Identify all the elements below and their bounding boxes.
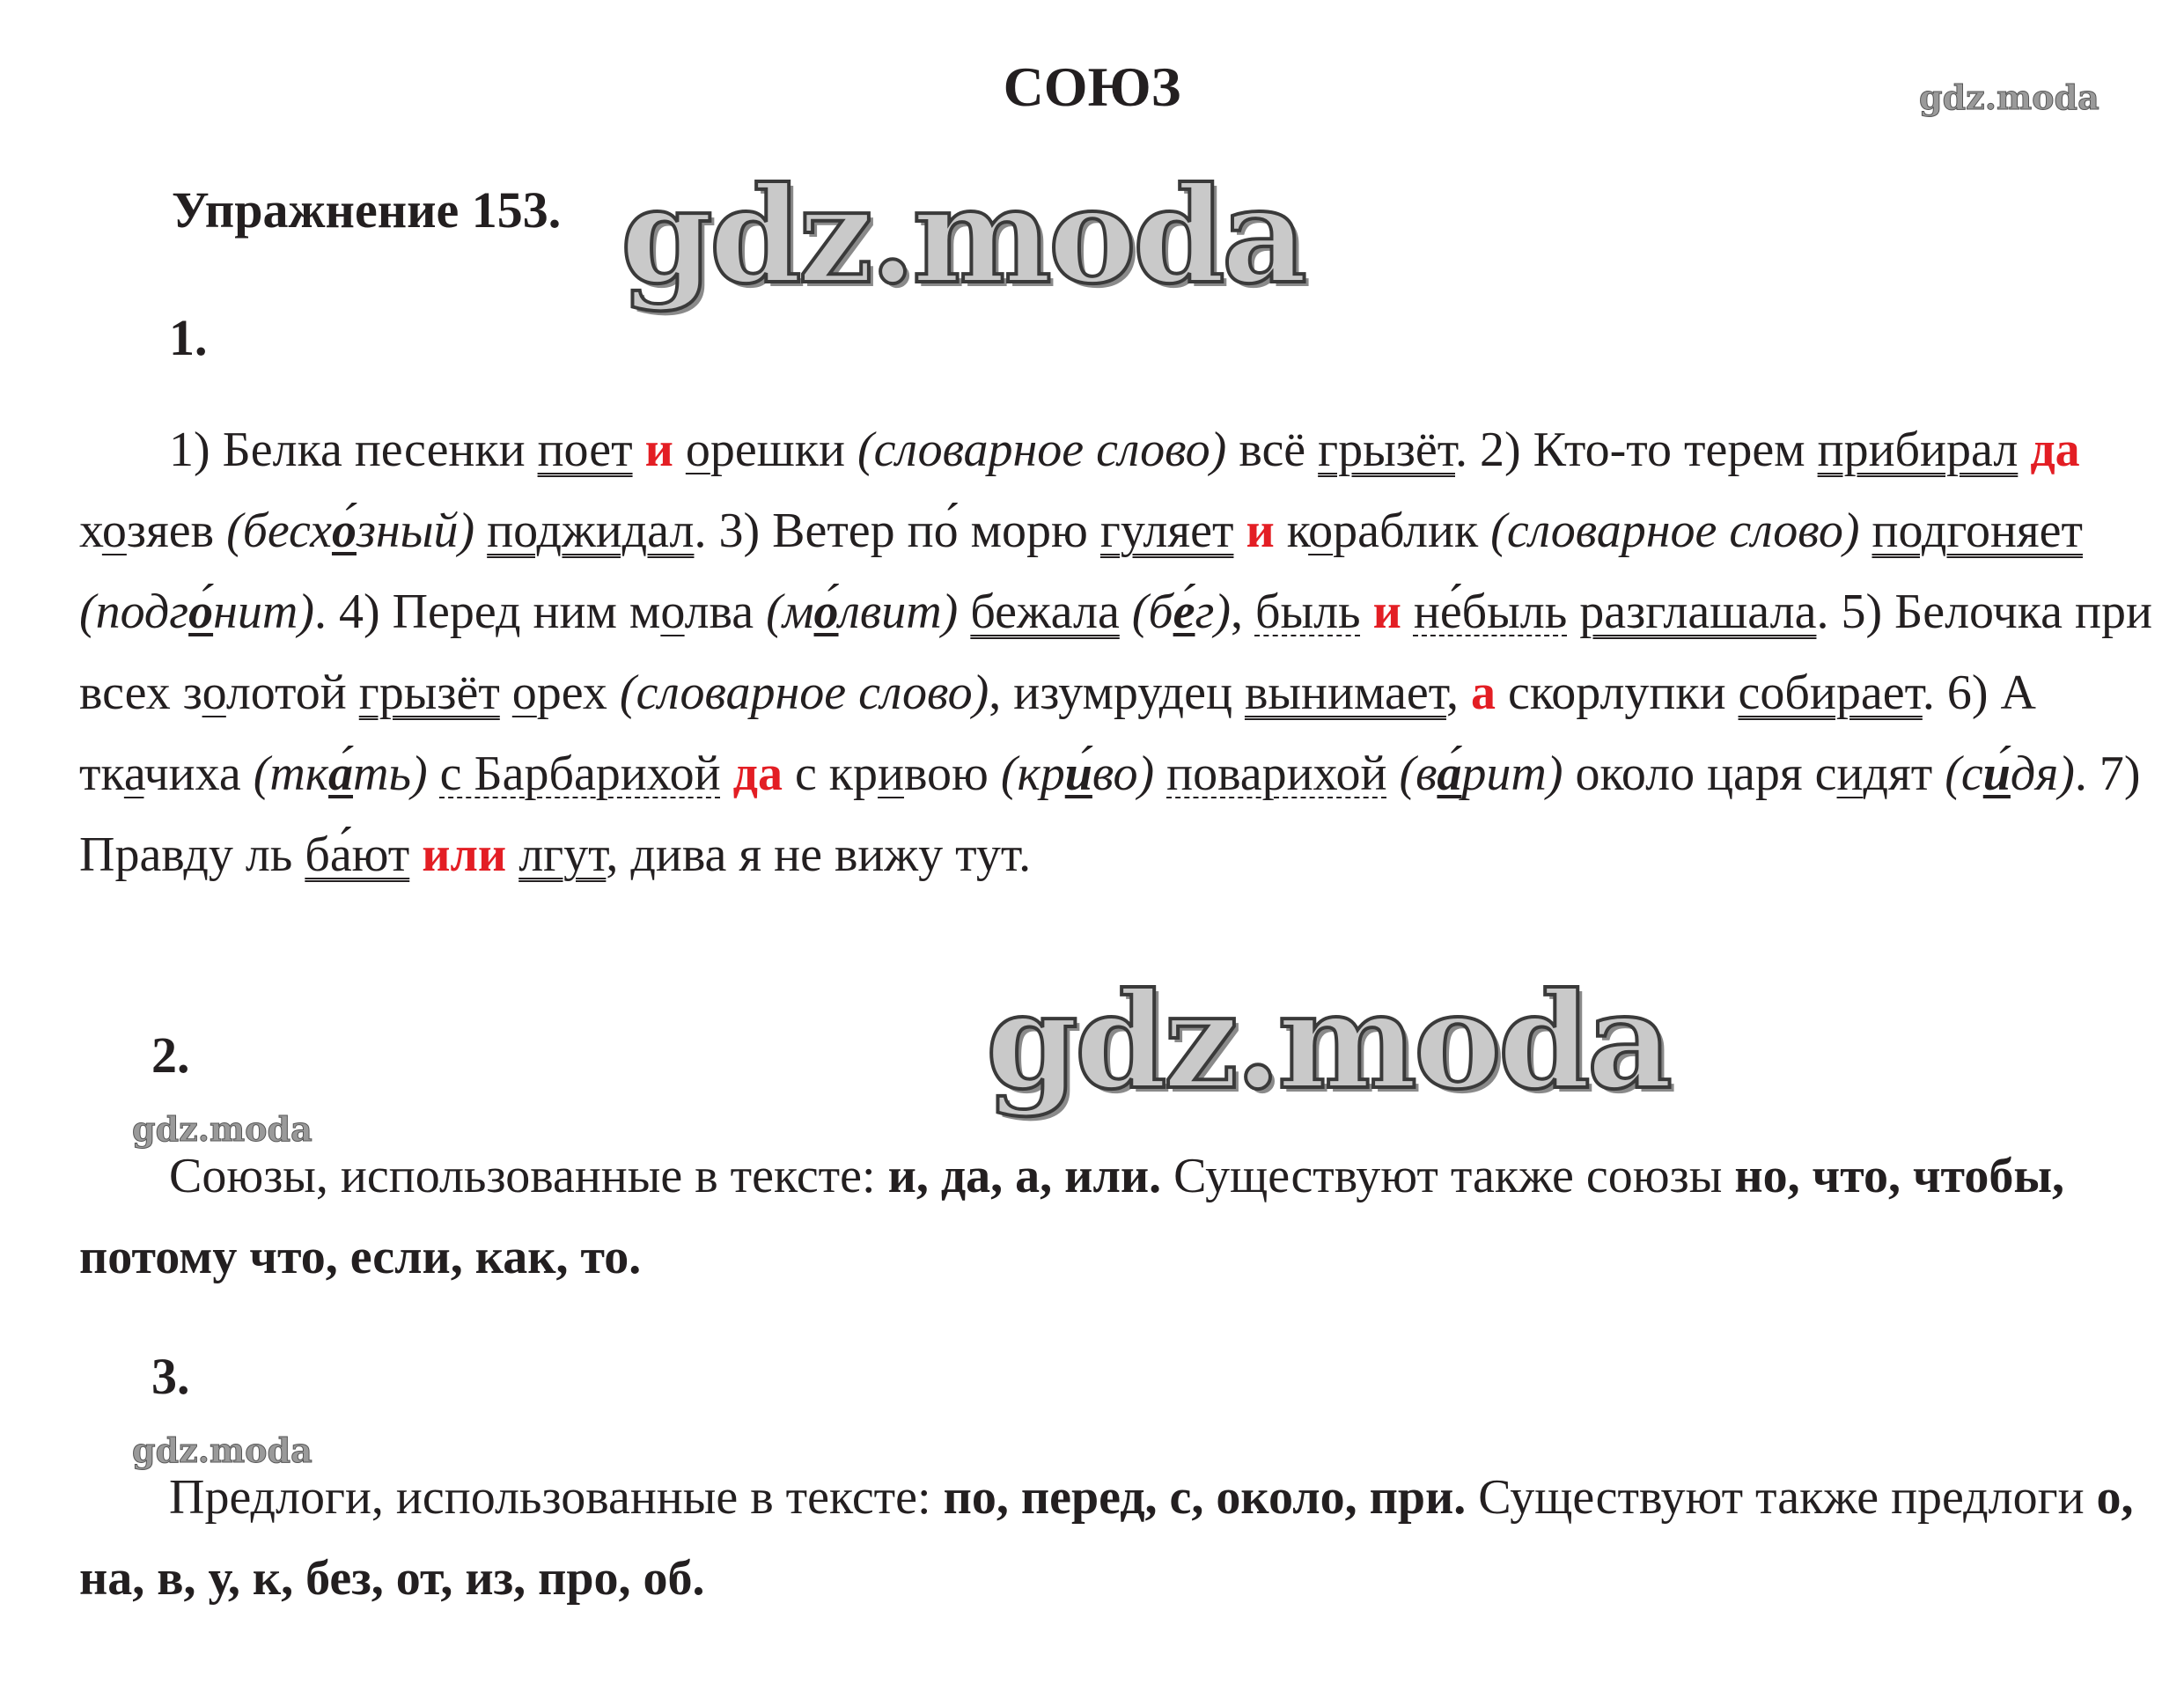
conjunction: и — [644, 423, 673, 477]
section-number: 2. — [151, 1026, 190, 1084]
watermark-small: gdz.moda — [1919, 77, 2099, 117]
watermark-logo: gdz.moda — [621, 158, 1305, 313]
conjunction: да — [732, 746, 783, 801]
watermark-logo: gdz.moda — [986, 964, 1670, 1119]
exercise-heading: Упражнение 153. — [172, 181, 562, 239]
conjunction: и — [1246, 504, 1275, 558]
conjunctions-paragraph: Союзы, использованные в тексте: и, да, а, или. Существуют также союзы но, что, чтобы, потому что, если, как, то. — [79, 1149, 2065, 1284]
prepositions-paragraph: Предлоги, использованные в тексте: по, перед, с, около, при. Существуют также предлоги о, на, в, у, к, без, от, из, про, об. — [79, 1470, 2134, 1606]
watermark-small: gdz.moda — [132, 1109, 313, 1149]
section-number: 1. — [169, 309, 208, 366]
watermark-small: gdz.moda — [132, 1430, 313, 1470]
poem-analysis-paragraph: 1) Белка песенки поет и орешки (словарное слово) всё грызёт. 2) Кто-то терем прибирал да хозяев (бесхо́зный) поджидал. 3) Ветер по́ морю гуляет и кораблик (словарное слово) подгоняет (подго́нит). 4) Перед ним молва (мо́лвит) бежала (бе́г), быль и не́быль разглашала. 5) Белочка при всех золотой грызёт орех (словарное слово), изумрудец вынимает, а скорлупки собирает. 6) А ткачиха (тка́ть) с Барбарихой да с кривою (кри́во) поварихой (ва́рит) около царя сидят (си́дя). 7) Правду ль ба́ют или лгут, дива я не вижу тут. — [79, 423, 2152, 882]
conjunction: и — [1372, 585, 1401, 639]
section-number: 3. — [151, 1348, 190, 1405]
conjunction: или — [422, 827, 507, 882]
page-title: СОЮЗ — [1003, 55, 1181, 118]
conjunction: да — [2030, 423, 2080, 477]
conjunction: а — [1470, 665, 1496, 720]
